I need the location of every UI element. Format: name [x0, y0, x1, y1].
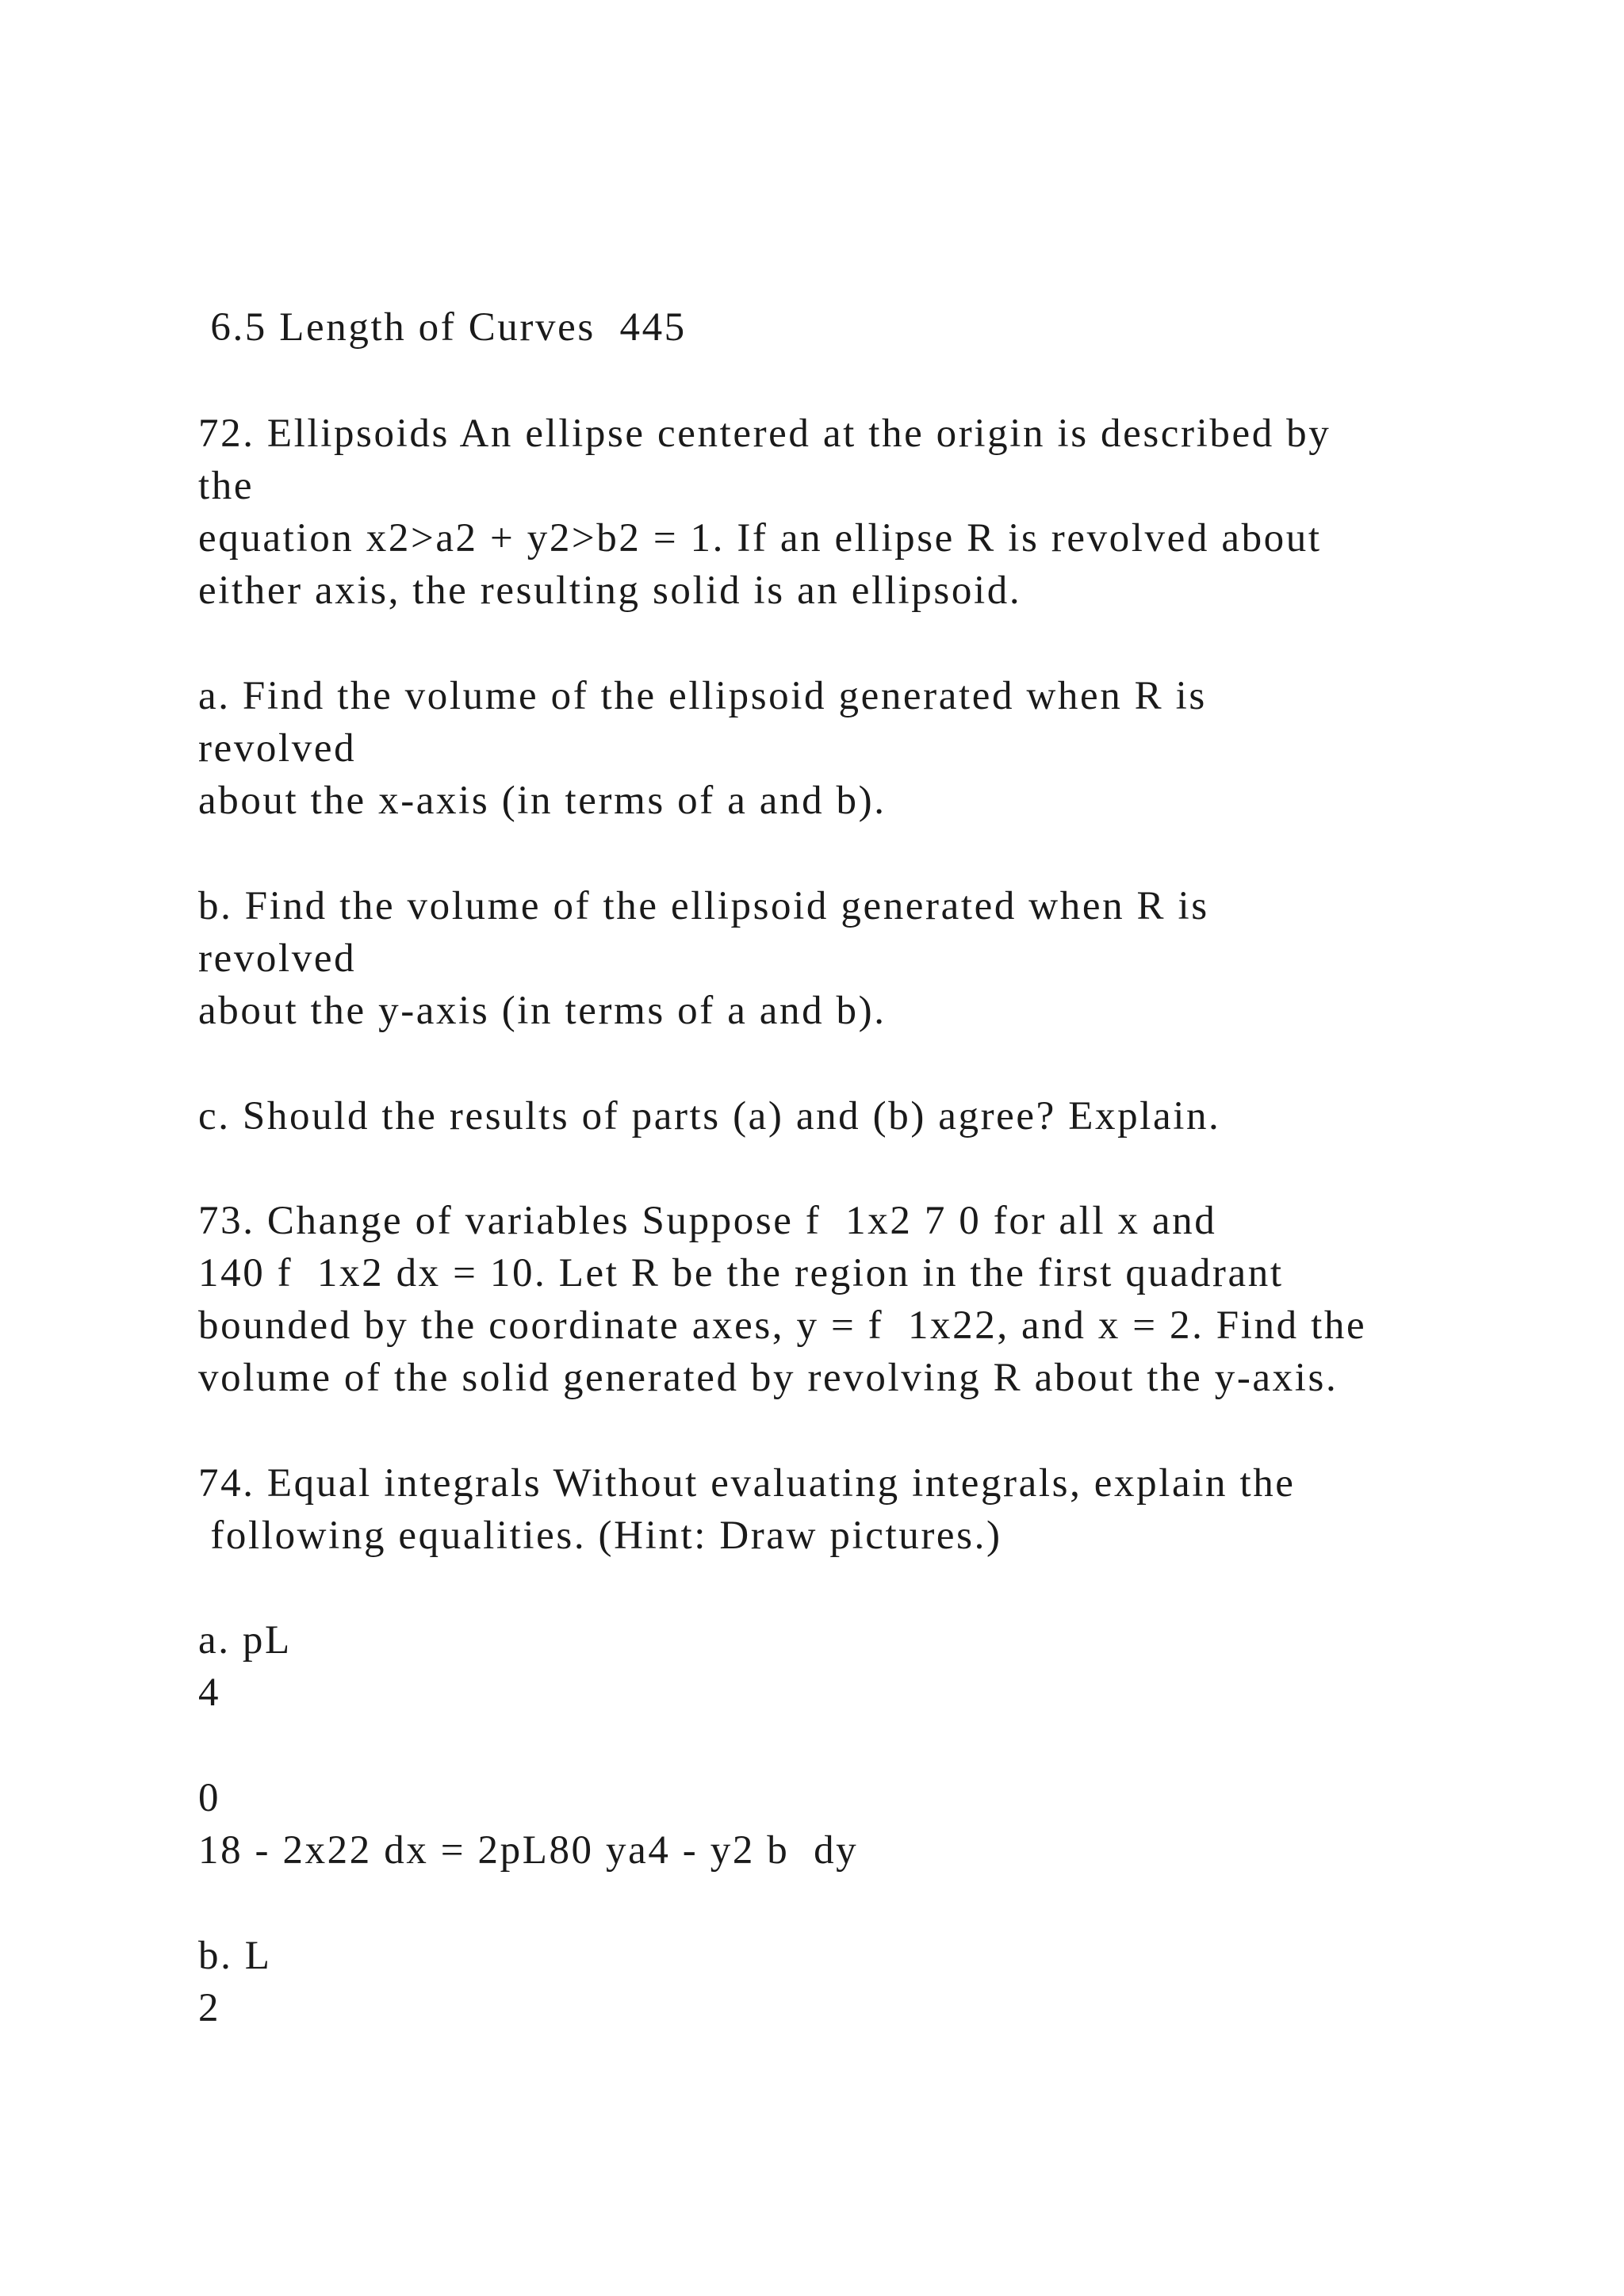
- page-header: 6.5 Length of Curves 445: [198, 305, 687, 350]
- equality-a-lower-limit: 0: [198, 1776, 221, 1820]
- equality-a-label: a. pL: [198, 1618, 292, 1663]
- problem-74-line-1: 74. Equal integrals Without evaluating integrals, explain the: [198, 1461, 1296, 1506]
- equality-b-upper-limit: 2: [198, 1986, 221, 2030]
- part-b-line-1: b. Find the volume of the ellipsoid generated when R is: [198, 884, 1209, 928]
- equality-a-expression: 18 - 2x22 dx = 2pL80 ya4 - y2 b dy: [198, 1828, 859, 1873]
- problem-72-line-2: the: [198, 464, 255, 508]
- equality-b-label: b. L: [198, 1934, 272, 1978]
- problem-72-line-4: either axis, the resulting solid is an ellipsoid.: [198, 568, 1022, 613]
- problem-73-line-2: 140 f 1x2 dx = 10. Let R be the region in the first quadrant: [198, 1251, 1284, 1295]
- problem-73-line-3: bounded by the coordinate axes, y = f 1x22, and x = 2. Find the: [198, 1303, 1367, 1348]
- part-b-line-2: revolved: [198, 936, 357, 981]
- part-c-line: c. Should the results of parts (a) and (b) agree? Explain.: [198, 1094, 1221, 1138]
- problem-72-line-1: 72. Ellipsoids An ellipse centered at the origin is described by: [198, 411, 1331, 456]
- problem-73-line-1: 73. Change of variables Suppose f 1x2 7 0 for all x and: [198, 1199, 1217, 1243]
- problem-73-line-4: volume of the solid generated by revolving R about the y-axis.: [198, 1356, 1339, 1400]
- equality-a-upper-limit: 4: [198, 1670, 221, 1715]
- problem-74-line-2: following equalities. (Hint: Draw pictures.): [198, 1513, 1002, 1558]
- part-b-line-3: about the y-axis (in terms of a and b).: [198, 989, 887, 1033]
- part-a-line-2: revolved: [198, 726, 357, 771]
- part-a-line-1: a. Find the volume of the ellipsoid generated when R is: [198, 674, 1207, 718]
- problem-72-line-3: equation x2>a2 + y2>b2 = 1. If an ellipse R is revolved about: [198, 516, 1322, 561]
- part-a-line-3: about the x-axis (in terms of a and b).: [198, 779, 887, 823]
